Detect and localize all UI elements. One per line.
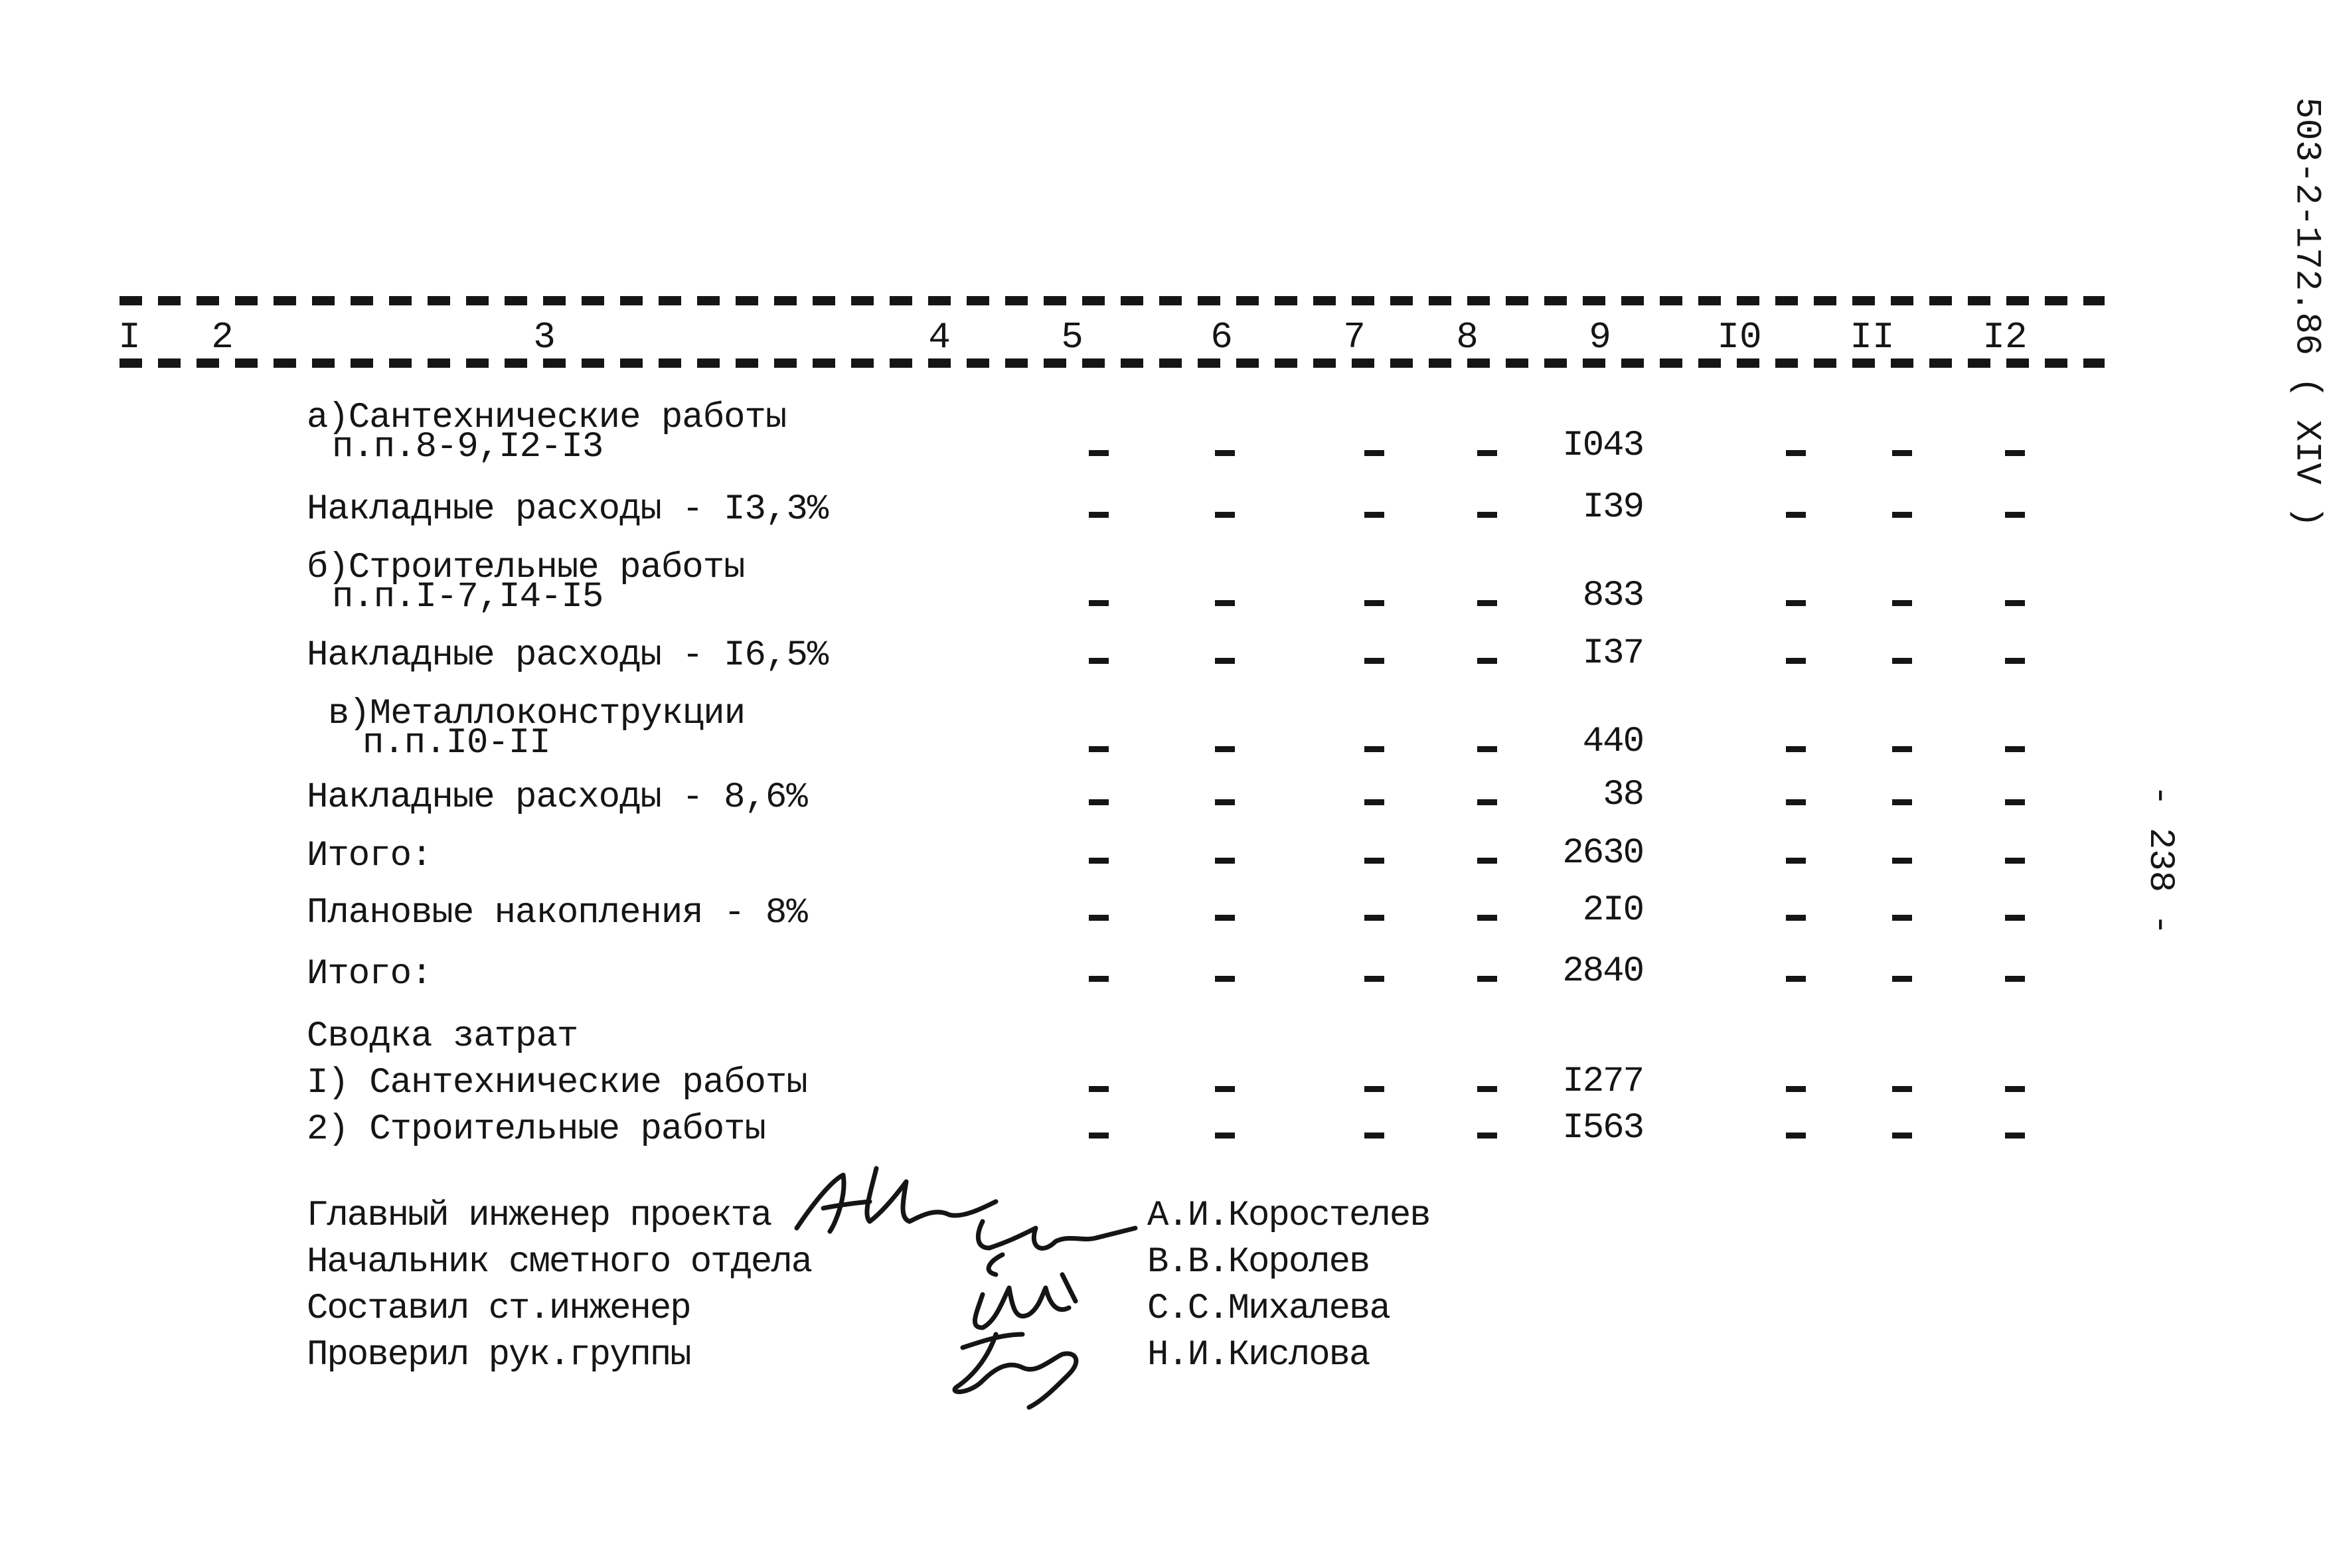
signatory-role: Главный инженер проекта — [307, 1196, 771, 1236]
empty-cell-dash — [1215, 512, 1235, 518]
value-cell: I563 — [1562, 1108, 1643, 1148]
row-label: Накладные расходы - 8,6% — [307, 777, 807, 818]
empty-cell-dash — [1786, 600, 1806, 606]
empty-cell-dash — [1892, 976, 1912, 982]
row-label: в)Металлоконструкции — [328, 694, 746, 734]
empty-cell-dash — [1364, 658, 1384, 664]
row-label: Плановые накопления - 8% — [307, 893, 807, 933]
empty-cell-dash — [1364, 1086, 1384, 1092]
signatory-name: Н.И.Кислова — [1147, 1335, 1370, 1375]
empty-cell-dash — [1215, 915, 1235, 921]
column-header-5: 5 — [1061, 316, 1083, 358]
empty-cell-dash — [2005, 976, 2025, 982]
empty-cell-dash — [1477, 658, 1497, 664]
column-header-7: 7 — [1343, 316, 1366, 358]
empty-cell-dash — [1215, 858, 1235, 864]
empty-cell-dash — [2005, 658, 2025, 664]
empty-cell-dash — [1215, 976, 1235, 982]
empty-cell-dash — [1892, 600, 1912, 606]
empty-cell-dash — [1892, 799, 1912, 805]
value-cell: 38 — [1603, 775, 1643, 815]
empty-cell-dash — [1089, 1133, 1109, 1138]
column-header-6: 6 — [1210, 316, 1233, 358]
empty-cell-dash — [1215, 450, 1235, 456]
empty-cell-dash — [1892, 658, 1912, 664]
column-header-9: 9 — [1589, 316, 1611, 358]
empty-cell-dash — [1364, 1133, 1384, 1138]
empty-cell-dash — [2005, 915, 2025, 921]
value-cell: 440 — [1582, 722, 1643, 762]
handwritten-signatures — [783, 1155, 1155, 1434]
row-sublabel: п.п.8-9,I2-I3 — [332, 427, 603, 467]
empty-cell-dash — [1215, 799, 1235, 805]
empty-cell-dash — [1786, 799, 1806, 805]
column-header-11: II — [1850, 316, 1895, 358]
column-header-3: 3 — [533, 316, 556, 358]
empty-cell-dash — [1364, 799, 1384, 805]
empty-cell-dash — [1892, 858, 1912, 864]
empty-cell-dash — [1786, 658, 1806, 664]
empty-cell-dash — [1477, 799, 1497, 805]
column-header-8: 8 — [1456, 316, 1479, 358]
row-label: 2) Строительные работы — [307, 1109, 765, 1150]
empty-cell-dash — [1892, 512, 1912, 518]
row-label: Итого: — [307, 954, 432, 994]
empty-cell-dash — [1892, 1086, 1912, 1092]
header-bottom-rule — [120, 358, 2105, 368]
signatory-role: Составил ст.инженер — [307, 1289, 690, 1329]
signature-3 — [975, 1275, 1076, 1328]
signatory-role: Начальник сметного отдела — [307, 1242, 812, 1283]
empty-cell-dash — [1089, 746, 1109, 752]
empty-cell-dash — [1215, 658, 1235, 664]
signature-2 — [978, 1221, 1135, 1275]
row-label: а)Сантехнические работы — [307, 398, 787, 438]
row-label: Накладные расходы - I6,5% — [307, 635, 829, 676]
empty-cell-dash — [1786, 858, 1806, 864]
empty-cell-dash — [1364, 976, 1384, 982]
empty-cell-dash — [1364, 450, 1384, 456]
empty-cell-dash — [1215, 1133, 1235, 1138]
empty-cell-dash — [1786, 915, 1806, 921]
empty-cell-dash — [1786, 450, 1806, 456]
row-label: б)Строительные работы — [307, 548, 745, 588]
empty-cell-dash — [1364, 858, 1384, 864]
empty-cell-dash — [1089, 915, 1109, 921]
empty-cell-dash — [1786, 1133, 1806, 1138]
value-cell: I277 — [1562, 1061, 1643, 1102]
empty-cell-dash — [1364, 915, 1384, 921]
empty-cell-dash — [2005, 1133, 2025, 1138]
side-document-code: 503-2-172.86 ( XIV ) — [2286, 97, 2327, 528]
row-sublabel: п.п.I0-II — [362, 723, 550, 763]
empty-cell-dash — [1786, 746, 1806, 752]
empty-cell-dash — [1215, 1086, 1235, 1092]
empty-cell-dash — [2005, 1086, 2025, 1092]
empty-cell-dash — [1477, 450, 1497, 456]
signatory-role: Проверил рук.группы — [307, 1335, 690, 1375]
value-cell: 833 — [1582, 576, 1643, 616]
signatory-name: А.И.Коростелев — [1147, 1196, 1430, 1236]
empty-cell-dash — [1364, 600, 1384, 606]
empty-cell-dash — [1089, 512, 1109, 518]
empty-cell-dash — [1892, 1133, 1912, 1138]
column-header-2: 2 — [211, 316, 234, 358]
value-cell: I37 — [1582, 633, 1643, 674]
empty-cell-dash — [1786, 976, 1806, 982]
empty-cell-dash — [1786, 1086, 1806, 1092]
empty-cell-dash — [1477, 1133, 1497, 1138]
empty-cell-dash — [1477, 600, 1497, 606]
empty-cell-dash — [1477, 858, 1497, 864]
empty-cell-dash — [1892, 450, 1912, 456]
value-cell: 2I0 — [1582, 890, 1643, 931]
value-cell: 2840 — [1562, 951, 1643, 992]
row-label: I) Сантехнические работы — [307, 1063, 807, 1103]
empty-cell-dash — [1215, 746, 1235, 752]
header-top-rule — [120, 296, 2105, 305]
empty-cell-dash — [1477, 976, 1497, 982]
empty-cell-dash — [1089, 976, 1109, 982]
page-number: - 238 - — [2139, 785, 2180, 935]
empty-cell-dash — [1364, 746, 1384, 752]
empty-cell-dash — [1089, 799, 1109, 805]
empty-cell-dash — [1477, 1086, 1497, 1092]
empty-cell-dash — [1477, 746, 1497, 752]
empty-cell-dash — [2005, 799, 2025, 805]
empty-cell-dash — [1892, 915, 1912, 921]
signatory-name: В.В.Королев — [1147, 1242, 1370, 1283]
signature-4 — [955, 1334, 1076, 1407]
section-heading: Сводка затрат — [307, 1016, 578, 1057]
empty-cell-dash — [1892, 746, 1912, 752]
empty-cell-dash — [2005, 746, 2025, 752]
row-sublabel: п.п.I-7,I4-I5 — [332, 577, 603, 617]
signature-1 — [797, 1168, 996, 1231]
empty-cell-dash — [1089, 658, 1109, 664]
empty-cell-dash — [1477, 915, 1497, 921]
value-cell: 2630 — [1562, 833, 1643, 874]
row-label: Итого: — [307, 836, 432, 876]
empty-cell-dash — [2005, 512, 2025, 518]
empty-cell-dash — [2005, 858, 2025, 864]
empty-cell-dash — [1089, 858, 1109, 864]
empty-cell-dash — [1089, 1086, 1109, 1092]
column-header-12: I2 — [1982, 316, 2028, 358]
row-label: Накладные расходы - I3,3% — [307, 489, 829, 530]
value-cell: I043 — [1562, 426, 1643, 466]
empty-cell-dash — [1089, 600, 1109, 606]
column-header-4: 4 — [928, 316, 951, 358]
empty-cell-dash — [1786, 512, 1806, 518]
empty-cell-dash — [1364, 512, 1384, 518]
empty-cell-dash — [2005, 450, 2025, 456]
empty-cell-dash — [1477, 512, 1497, 518]
signatory-name: С.С.Михалева — [1147, 1289, 1390, 1329]
empty-cell-dash — [1215, 600, 1235, 606]
empty-cell-dash — [1089, 450, 1109, 456]
value-cell: I39 — [1582, 487, 1643, 528]
column-header-1: I — [118, 316, 141, 358]
empty-cell-dash — [2005, 600, 2025, 606]
column-header-10: I0 — [1717, 316, 1762, 358]
